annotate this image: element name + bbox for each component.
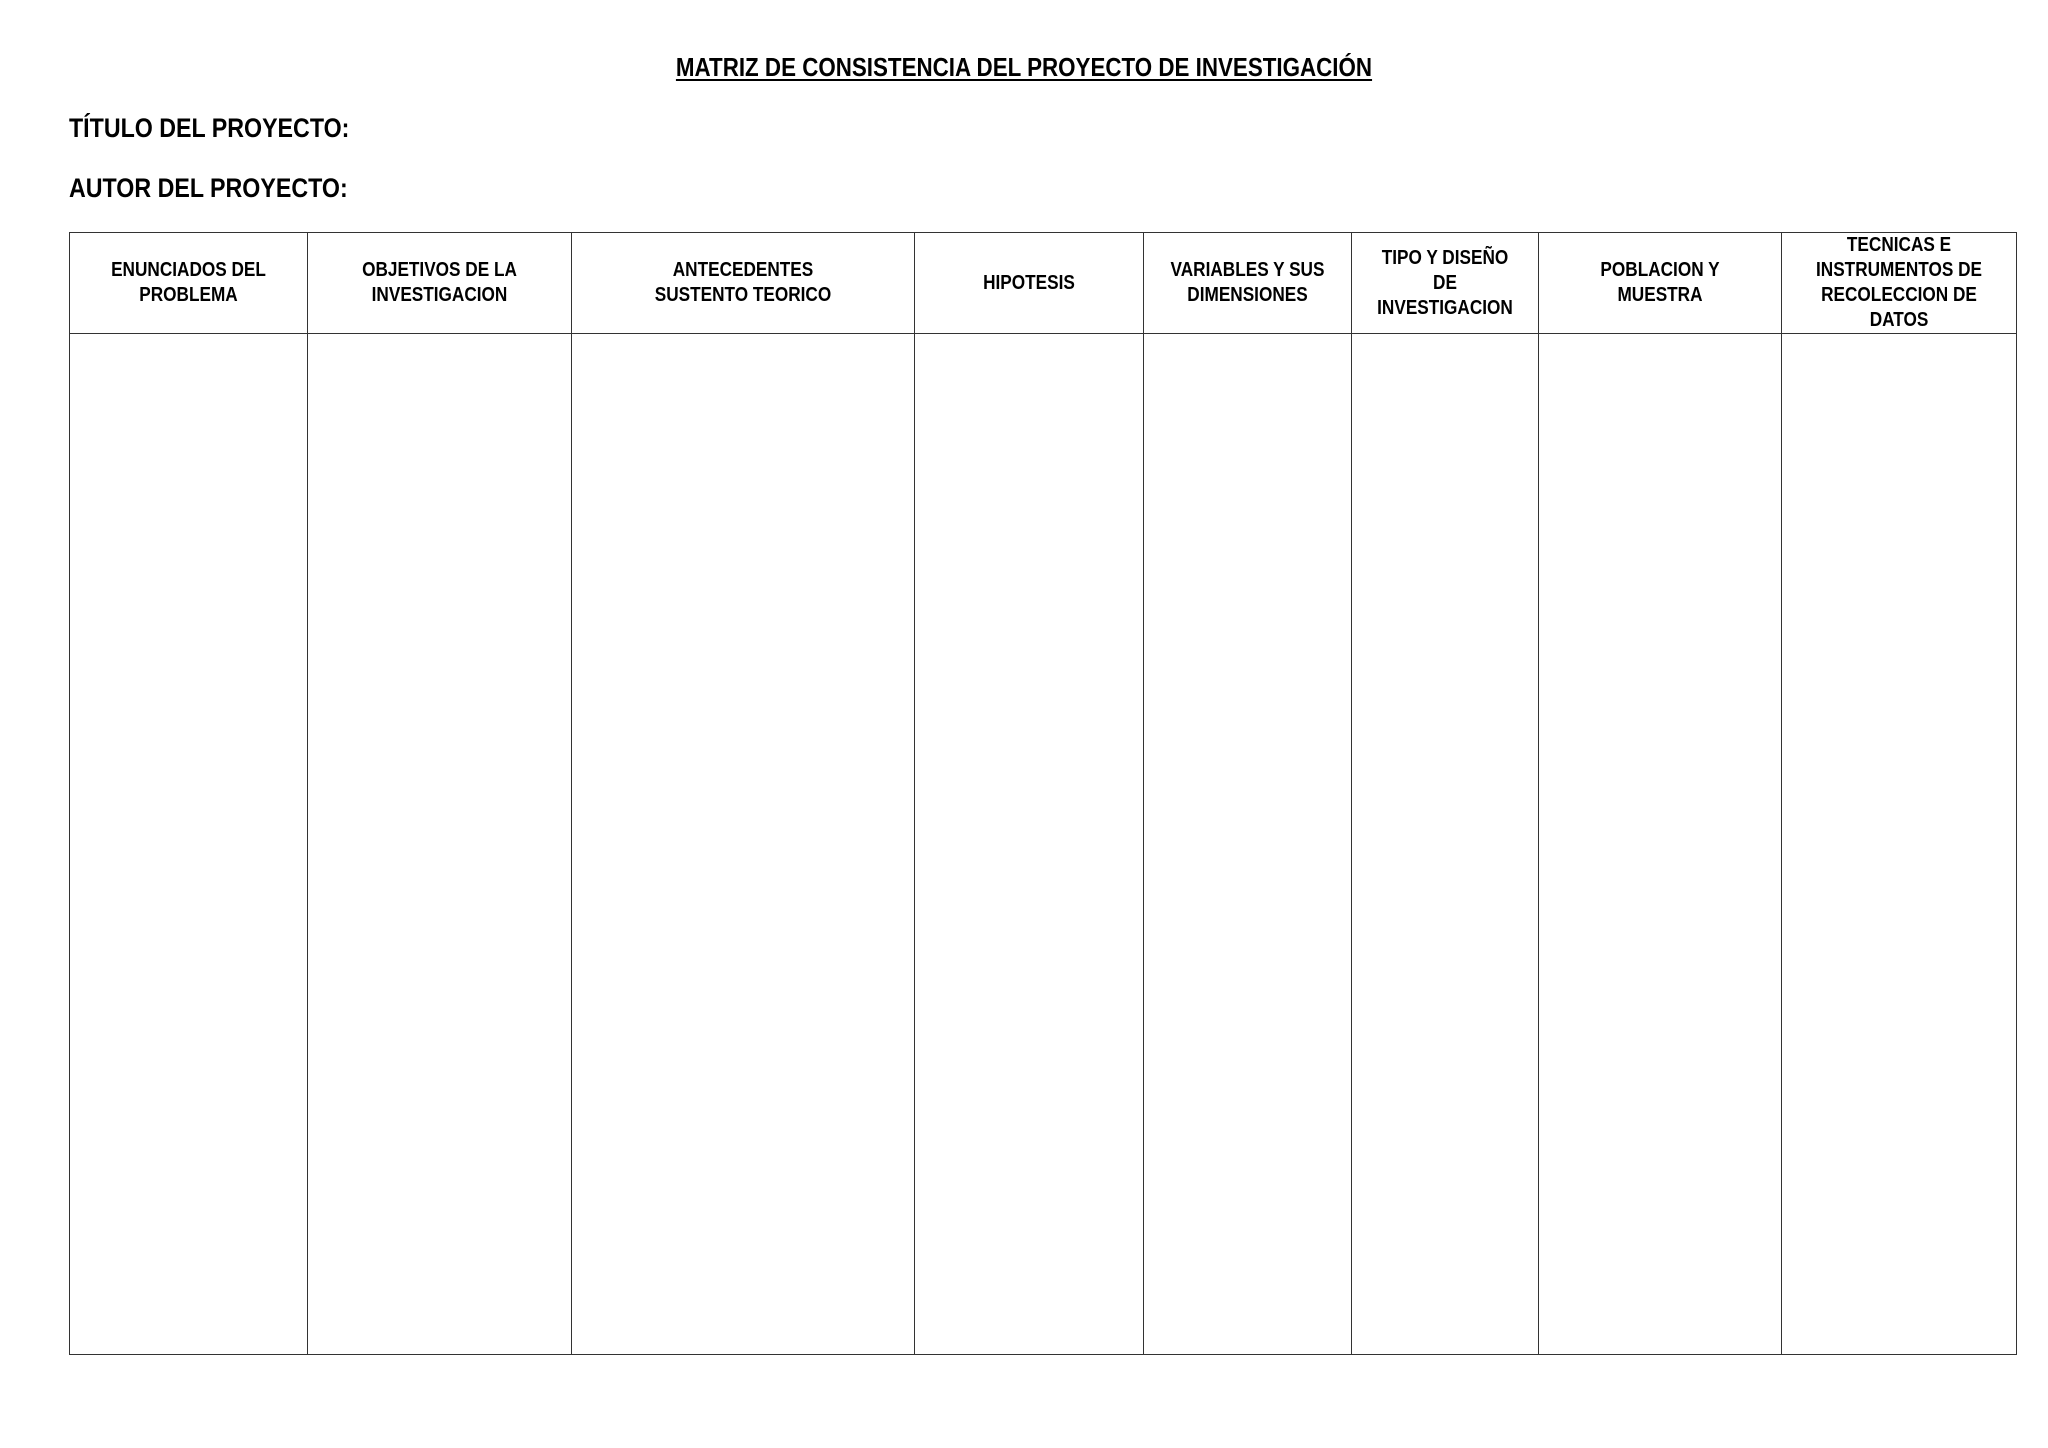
column-header-label: ANTECEDENTES SUSTENTO TEORICO — [654, 259, 832, 306]
column-header-label: VARIABLES Y SUS DIMENSIONES — [1170, 259, 1325, 306]
project-author-label: AUTOR DEL PROYECTO: — [69, 173, 348, 203]
column-header-objetivos — [308, 233, 572, 334]
cell-antecedentes[interactable] — [572, 334, 915, 1355]
project-title-label: TÍTULO DEL PROYECTO: — [69, 113, 350, 143]
column-header-label: ENUNCIADOS DEL PROBLEMA — [111, 259, 266, 306]
column-header-antecedentes — [572, 233, 915, 334]
column-header-label: POBLACION Y MUESTRA — [1600, 259, 1720, 306]
cell-poblacion[interactable] — [1539, 334, 1782, 1355]
column-header-label: HIPOTESIS — [983, 271, 1075, 294]
column-header-poblacion — [1539, 233, 1782, 334]
cell-hipotesis[interactable] — [915, 334, 1144, 1355]
cell-objetivos[interactable] — [308, 334, 572, 1355]
cell-enunciados[interactable] — [70, 334, 308, 1355]
column-header-label: TECNICAS E INSTRUMENTOS DE RECOLECCION DE DATOS — [1816, 234, 1982, 331]
cell-tipo-diseno[interactable] — [1352, 334, 1539, 1355]
header-row — [70, 233, 2017, 334]
page-title: MATRIZ DE CONSISTENCIA DEL PROYECTO DE INVESTIGACIÓN — [675, 52, 1373, 82]
column-header-tipo-diseno — [1352, 233, 1539, 334]
cell-variables[interactable] — [1144, 334, 1352, 1355]
column-header-hipotesis — [915, 233, 1144, 334]
column-header-label: TIPO Y DISEÑO DE INVESTIGACION — [1377, 246, 1513, 319]
cell-tecnicas[interactable] — [1782, 334, 2017, 1355]
column-header-enunciados — [70, 233, 308, 334]
column-header-variables — [1144, 233, 1352, 334]
consistency-matrix-table — [69, 232, 2017, 1355]
table-row — [70, 334, 2017, 1355]
column-header-tecnicas — [1782, 233, 2017, 334]
column-header-label: OBJETIVOS DE LA INVESTIGACION — [362, 259, 517, 306]
